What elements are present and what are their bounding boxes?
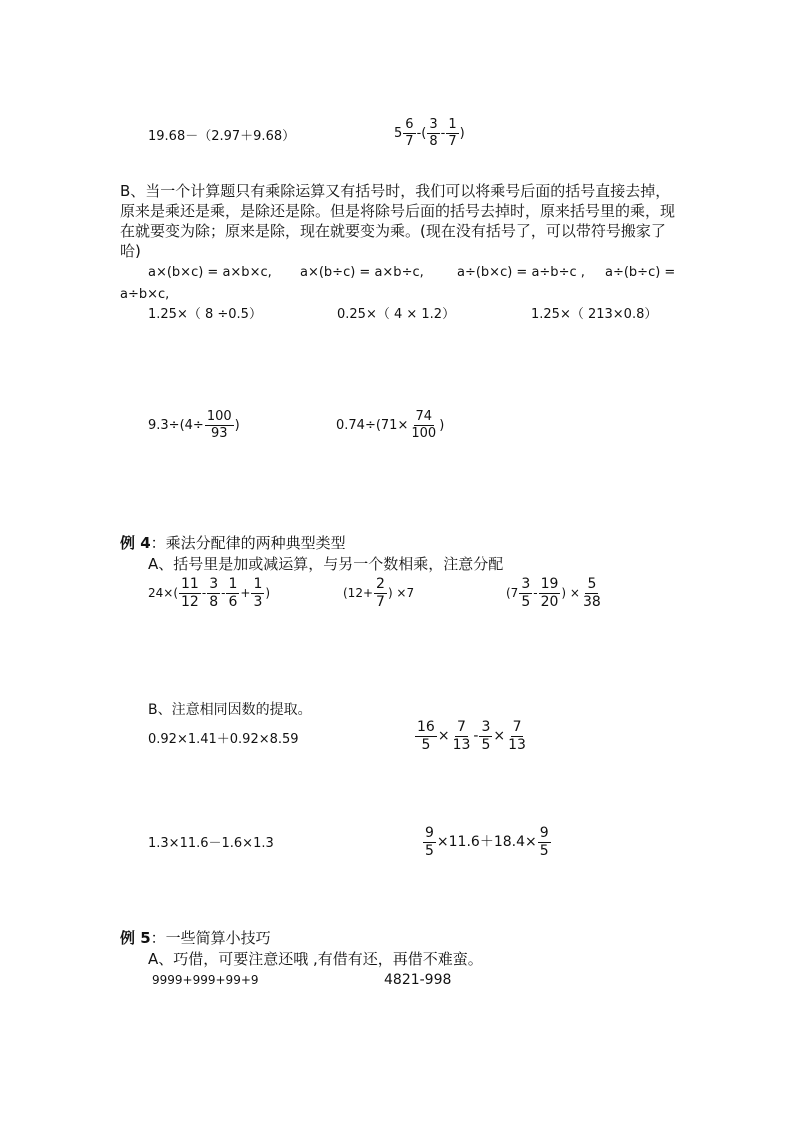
rule-1: a×(b×c) = a×b×c,	[148, 265, 272, 280]
frac-num: 7	[512, 719, 522, 735]
frac-den: 20	[540, 593, 559, 610]
distributive-expr-3	[506, 577, 604, 609]
frac-den: 6	[228, 593, 238, 610]
frac-num: 1	[228, 576, 238, 592]
expr-text: ×11.6＋18.4×	[436, 834, 537, 851]
frac-num: 11	[181, 576, 199, 592]
example-5-heading	[120, 931, 271, 946]
frac-den: 12	[181, 593, 199, 610]
exercise-1: 1.25×（ 8 ÷0.5）	[148, 307, 262, 322]
operator: -	[221, 586, 226, 601]
distributive-expr-2	[343, 577, 414, 609]
frac-num: 7	[457, 719, 466, 735]
rule-3: a÷(b×c) = a÷b÷c ,	[457, 265, 585, 280]
expr-mixed-fraction	[394, 118, 465, 148]
frac-den: 93	[210, 425, 228, 441]
heading-label: 例 4	[120, 534, 151, 552]
expr-text: (12+	[343, 586, 374, 601]
operator: -	[201, 586, 207, 601]
frac-den: 5	[421, 736, 431, 753]
expr-text: ) ×7	[387, 586, 415, 601]
operator: )	[459, 125, 465, 141]
frac-den: 5	[425, 842, 434, 859]
frac-den: 8	[209, 593, 219, 610]
factor-expr-4	[422, 826, 552, 858]
heading-text: ：乘法分配律的两种典型类型	[150, 534, 346, 552]
rule-2: a×(b÷c) = a×b÷c,	[300, 265, 424, 280]
section-b-paragraph: B、当一个计算题只有乘除运算又有括号时，我们可以将乘号后面的括号直接去掉，原来是乘还是乘，是除还是除。但是将除号后面的括号去掉时，原来括号里的乘，现在就要变为除；原来是除，现在就要变为乘。(现在没有括号了，可以带符号搬家了哈)	[120, 182, 676, 260]
frac-num: 16	[417, 719, 435, 735]
frac-num: 3	[481, 719, 491, 735]
rule-4-cont: a÷b×c,	[120, 287, 170, 302]
frac-num: 3	[521, 576, 531, 592]
frac-num: 100	[206, 409, 232, 424]
frac-num: 6	[405, 117, 414, 132]
exercise-2: 0.25×（ 4 × 1.2）	[337, 307, 456, 322]
frac-den: 3	[253, 593, 263, 610]
frac-num: 3	[429, 117, 438, 132]
rule-4: a÷(b÷c) =	[605, 265, 676, 280]
whole-number: 5	[394, 125, 403, 141]
frac-den: 5	[481, 736, 491, 753]
factor-expr-2	[414, 720, 529, 752]
frac-den: 13	[508, 736, 526, 753]
frac-den: 7	[448, 133, 457, 149]
frac-num: 1	[448, 117, 457, 132]
frac-num: 1	[253, 576, 263, 592]
frac-den: 8	[429, 133, 438, 149]
exercise-3: 1.25×（ 213×0.8）	[531, 307, 658, 322]
frac-num: 9	[425, 825, 434, 841]
exercise-4	[148, 410, 240, 440]
frac-num: 74	[415, 409, 433, 424]
operator: -	[533, 586, 538, 601]
frac-num: 5	[587, 576, 597, 592]
expr-text: )	[265, 586, 271, 601]
operator: -	[473, 728, 479, 745]
heading-label: 例 5	[120, 929, 151, 947]
example-4-heading	[120, 536, 346, 551]
frac-den: 5	[521, 593, 531, 610]
frac-num: 9	[539, 825, 549, 841]
expr-text: ) ×	[561, 586, 580, 601]
frac-num: 3	[209, 576, 219, 592]
frac-den: 38	[582, 593, 601, 610]
factor-expr-3: 1.3×11.6－1.6×1.3	[148, 836, 274, 851]
exercise-5	[336, 410, 444, 440]
frac-den: 5	[539, 842, 549, 859]
frac-num: 2	[376, 576, 385, 592]
frac-den: 7	[376, 593, 385, 610]
expr-19-68: 19.68－（2.97＋9.68）	[148, 129, 296, 144]
example-4-sub-a: A、括号里是加或减运算，与另一个数相乘，注意分配	[148, 555, 504, 573]
operator: ×	[493, 728, 506, 745]
operator: -(	[416, 125, 427, 141]
expr-text: (7	[506, 586, 519, 601]
distributive-expr-1	[148, 577, 270, 609]
frac-num: 19	[540, 576, 559, 592]
example-4-sub-b: B、注意相同因数的提取。	[148, 702, 312, 718]
example-5-sub-a: A、巧借，可要注意还哦 ,有借有还，再借不难蛮。	[148, 950, 483, 968]
expr-text: )	[234, 417, 240, 433]
expr-text: 9.3÷(4÷	[148, 417, 204, 433]
factor-expr-1: 0.92×1.41＋0.92×8.59	[148, 732, 299, 747]
borrow-expr-1: 9999+999+99+9	[152, 973, 259, 987]
frac-den: 7	[405, 133, 414, 149]
expr-text: 0.74÷(71×	[336, 417, 409, 433]
operator: -	[440, 125, 446, 141]
expr-text: 24×(	[148, 586, 179, 601]
frac-den: 13	[452, 736, 471, 753]
expr-text: )	[439, 417, 445, 433]
operator: ×	[437, 728, 450, 745]
operator: +	[240, 586, 251, 601]
frac-den: 100	[411, 425, 437, 441]
borrow-expr-2: 4821-998	[384, 972, 452, 988]
heading-text: ：一些简算小技巧	[150, 929, 271, 947]
